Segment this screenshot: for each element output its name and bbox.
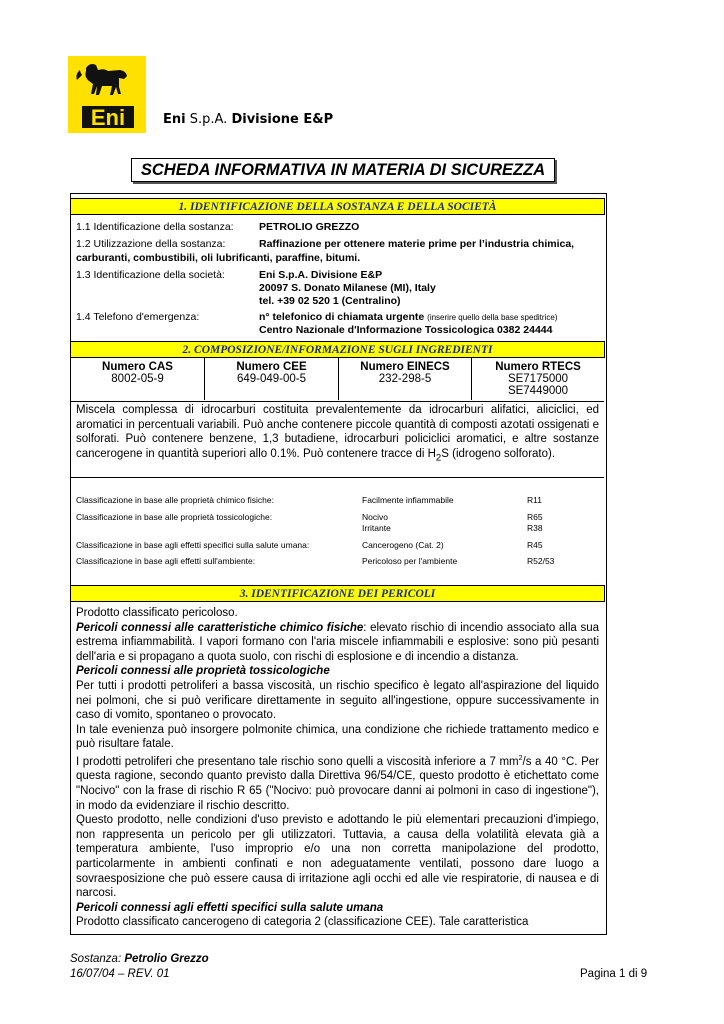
s1-r4-label: 1.4 Telefono d'emergenza: (76, 311, 200, 323)
s1-r4-line1: n° telefonico di chiamata urgente (259, 311, 425, 323)
footer-date-rev: 16/07/04 – REV. 01 (70, 968, 170, 980)
einecs-cell (339, 361, 471, 385)
class-code-3: R45 (527, 540, 543, 550)
divider (71, 401, 604, 402)
section2-heading: 2. COMPOSIZIONE/INFORMAZIONE SUGLI INGREDIENTI (70, 341, 605, 358)
s1-r4-line1-wrap (259, 311, 557, 323)
hazard-p4: In tale evenienza può insorgere polmonite chimica, una condizione che richiede trattamento medico e può risultare fatale. (76, 723, 599, 751)
hazard-p6: Questo prodotto, nelle condizioni d'uso previsto e adottando le più elementari precauzioni d'impiego, non rappresenta un pericolo per gli utilizzatori. Tuttavia, a causa della volatilità elevata già a temperatura ambiente, l'uso improprio e/o una non corretta manipolazione del prodotto, particolarmente in ambienti confinati e non adeguatamente ventilati, possono dare luogo a sovraesposizione che può essere causa di irritazione agli occhi ed alle vie respiratorie, di nausea e di narcosi. (76, 814, 599, 900)
eni-logo (68, 56, 146, 133)
company-heading (163, 112, 333, 127)
hazard-p1: Prodotto classificato pericoloso. (76, 607, 238, 619)
hazard-p2-text: : elevato rischio di incendio associato alla sua estrema infiammabilità. I vapori formano con l'aria miscele infiammabili e esplosive: sono più pesanti dell'aria e si propagano a quota suolo, con rischi di esplosione e di incendio a distanza. (76, 621, 599, 663)
s1-r2-value: Raffinazione per ottenere materie prime per l’industria chimica, (259, 238, 575, 250)
hazard-p5-sup: 2 (518, 754, 523, 762)
einecs-header: Numero EINECS (360, 361, 450, 373)
hazard-p8: Prodotto classificato cancerogeno di categoria 2 (classificazione CEE). Tale caratteristica (76, 916, 529, 929)
class-code-2: R65 (527, 512, 543, 522)
composition-text-b: S (441, 447, 449, 460)
rtecs-value-2: SE7449000 (507, 385, 569, 397)
hazard-p2-head: Pericoli connessi alle caratteristiche chimico fisiche (76, 621, 364, 634)
divider (71, 477, 604, 478)
cas-cell (71, 361, 204, 385)
class-cat-2b: Irritante (362, 523, 391, 533)
footer-substance-name: Petrolio Grezzo (124, 953, 209, 965)
s1-r4-note: (inserire quello della base speditrice) (427, 313, 558, 322)
company-name: Eni (163, 112, 186, 127)
hazard-p5 (76, 752, 599, 813)
cas-header: Numero CAS (102, 361, 173, 373)
s1-r4-line2: Centro Nazionale d'Informazione Tossicologica 0382 24444 (259, 324, 553, 336)
class-cat-2: Nocivo (362, 512, 388, 522)
logo-text: Eni (90, 105, 126, 130)
class-label-2: Classificazione in base alle proprietà tossicologiche: (76, 512, 273, 522)
s1-r3-line2: 20097 S. Donato Milanese (MI), Italy (259, 282, 436, 294)
einecs-value: 232-298-5 (378, 373, 432, 385)
footer-page-number: Pagina 1 di 9 (580, 968, 648, 980)
composition-text: Miscela complessa di idrocarburi costituita prevalentemente da idrocarburi alifatici, aliciclici, ed aromatici in percentuali variabili. Può anche contenere piccole quantità di composti azotati ossigenati e solforati. Può contenere benzene, 1,3 butadiene, idrocarburi policiclici aromatici, e altre sostanze cancerogene in quantità superiori allo 0.1%. Può contenere tracce di H (76, 404, 599, 460)
footer-substance-label: Sostanza: (70, 953, 125, 965)
class-cat-3: Cancerogeno (Cat. 2) (362, 540, 444, 550)
cee-cell (205, 361, 338, 385)
section3-heading: 3. IDENTIFICAZIONE DEI PERICOLI (70, 585, 605, 602)
s1-r3-line3: tel. +39 02 520 1 (Centralino) (259, 295, 401, 307)
hazard-p3-text: Per tutti i prodotti petroliferi a bassa viscosità, un rischio specifico è legato all'aspirazione del liquido nei polmoni, che si può verificare direttamente in seguito all'ingestione, oppure successivamente in caso di vomito, spontaneo o provocato. (76, 679, 599, 722)
company-division: Divisione E&P (231, 112, 334, 127)
class-cat-1: Facilmente infiammabile (362, 495, 454, 505)
company-suffix: S.p.A. (189, 112, 228, 127)
rtecs-value: SE7175000 (507, 373, 569, 385)
s1-r2-value-cont: carburanti, combustibili, oli lubrificanti, paraffine, bitumi. (76, 252, 361, 264)
hazards-body (76, 606, 599, 930)
page-title: SCHEDA INFORMATIVA IN MATERIA DI SICUREZZA (131, 158, 555, 182)
rtecs-cell (472, 361, 604, 397)
section1-heading: 1. IDENTIFICAZIONE DELLA SOSTANZA E DELLA SOCIETÀ (70, 198, 605, 215)
s1-r1-value: PETROLIO GREZZO (259, 221, 360, 233)
composition-description (76, 403, 599, 466)
composition-text-c: (idrogeno solforato). (452, 447, 556, 460)
class-label-4: Classificazione in base agli effetti sull'ambiente: (76, 556, 256, 566)
footer-substance (70, 953, 209, 965)
class-code-2b: R38 (527, 523, 543, 533)
six-legged-dog-icon (68, 56, 146, 133)
class-code-4: R52/53 (527, 556, 555, 566)
cee-value: 649-049-00-5 (236, 373, 307, 385)
class-cat-4: Pericoloso per l'ambiente (362, 556, 458, 566)
s1-r3-line1: Eni S.p.A. Divisione E&P (259, 269, 383, 281)
hazard-p7-head: Pericoli connessi agli effetti specifici sulla salute umana (76, 901, 384, 914)
s1-r3-label: 1.3 Identificazione della società: (76, 269, 225, 281)
hazard-p5b: /s a 40 °C. Per questa ragione, secondo quanto previsto dalla Direttiva 96/54/CE, questo prodotto è etichettato come "Nocivo" con la frase di rischio R 65 ("Nocivo: può provocare danni ai polmoni in caso di ingestione"), in modo da evidenziare il rischio descritto. (76, 755, 599, 812)
hazard-p3-head: Pericoli connessi alle proprietà tossicologiche (76, 665, 330, 678)
cee-header: Numero CEE (236, 361, 307, 373)
s1-r1-label: 1.1 Identificazione della sostanza: (76, 221, 234, 233)
composition-sub: 2 (435, 452, 442, 464)
safety-sheet (70, 193, 607, 935)
hazard-p2 (76, 621, 599, 665)
cas-value: 8002-05-9 (111, 373, 164, 385)
class-label-3: Classificazione in base agli effetti specifici sulla salute umana: (76, 540, 310, 550)
rtecs-header: Numero RTECS (495, 361, 581, 373)
class-label-1: Classificazione in base alle proprietà chimico fisiche: (76, 495, 274, 505)
class-code-1: R11 (527, 495, 542, 505)
hazard-p5a: I prodotti petroliferi che presentano tale rischio sono quelli a viscosità inferiore a 7 mm (76, 755, 519, 768)
s1-r2-label: 1.2 Utilizzazione della sostanza: (76, 238, 226, 250)
